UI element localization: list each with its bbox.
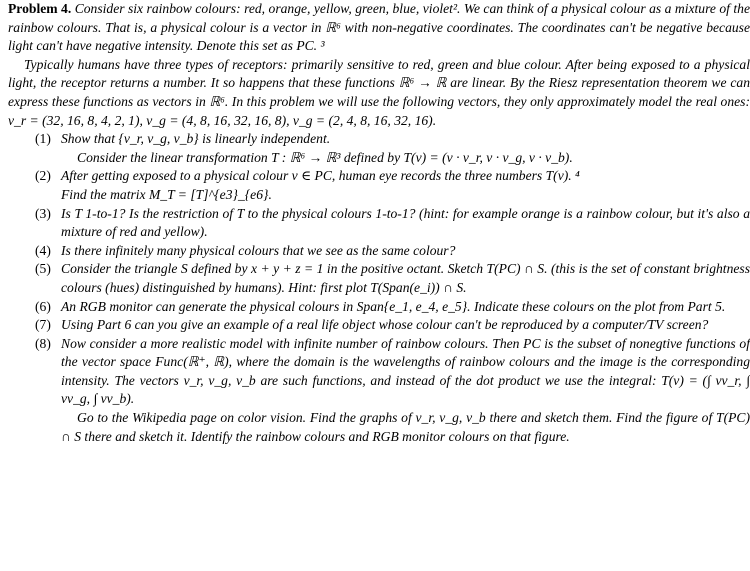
item-text: Show that {v_r, v_g, v_b} is linearly independent.: [61, 131, 331, 147]
item-subtext: Consider the linear transformation T : ℝ⁶ → ℝ³ defined by T(v) = (v · v_r, v · v_g, v · v_b).: [77, 149, 573, 165]
item-text: Is there infinitely many physical colours that we see as the same colour?: [61, 242, 456, 258]
question-item: [8, 260, 750, 297]
question-item: [8, 298, 750, 317]
problem-heading: Problem 4.: [8, 1, 72, 16]
question-item: [8, 167, 750, 186]
receptors-paragraph: Typically humans have three types of receptors: primarily sensitive to red, green and blue colour. After being exposed to a physical light, the receptor returns a number. It so happens that these functions ℝ⁶ → ℝ are linear. By the Riesz representation theorem we can express these functions as vectors in ℝ⁶. In this problem we will use the following vectors, they only approximately model the real ones: v_r = (32, 16, 8, 4, 2, 1), v_g = (4, 8, 16, 32, 16, 8), v_g = (2, 4, 8, 16, 32, 16).: [8, 56, 750, 128]
item-number: (8): [35, 335, 51, 351]
item-text: Is T 1-to-1? Is the restriction of T to the physical colours 1-to-1? (hint: for example orange is a rainbow colour, but it's also a mixture of red and yellow).: [61, 205, 750, 240]
item-text: Consider the triangle S defined by x + y + z = 1 in the positive octant. Sketch T(PC) ∩ S. (this is the set of constant brightness colours (hues) distinguished by humans). Hint: first plot T(Span(e_i)) ∩ S.: [61, 261, 750, 295]
intro-text: Consider six rainbow colours: red, orange, yellow, green, blue, violet². We can think of a physical colour as a mixture of the rainbow colours. That is, a physical colour is a vector in ℝ⁶ with non-negative coordinates. The coordinates can't be negative because light can't have negative intensity. Denote this set as PC. ³: [8, 1, 750, 54]
item-subtext: Go to the Wikipedia page on color vision. Find the graphs of v_r, v_g, v_b there and sketch them. Find the figure of T(PC) ∩ S there and sketch it. Identify the rainbow colours and RGB monitor colours on that figure.: [61, 410, 750, 444]
item-number: (7): [35, 317, 51, 333]
question-item: [8, 335, 750, 409]
question-item: [8, 205, 750, 242]
item-subtext: Find the matrix M_T = [T]^{e3}_{e6}.: [61, 186, 272, 202]
item-number: (4): [35, 242, 51, 258]
question-item: [8, 242, 750, 261]
question-item: [8, 130, 750, 149]
item-number: (1): [35, 131, 51, 147]
item-text: After getting exposed to a physical colour v ∈ PC, human eye records the three numbers T(v). ⁴: [61, 168, 580, 184]
item-text: Now consider a more realistic model with infinite number of rainbow colours. Then PC is the subset of nonegtive functions of the vector space Func(ℝ⁺, ℝ), where the domain is the wavelengths of rainbow colours and the image is the corresponding intensity. The vectors v_r, v_g, v_b are such functions, and instead of the dot product we use the integral: T(v) = (∫ vv_r, ∫ vv_g, ∫ vv_b).: [61, 335, 750, 407]
item-number: (6): [35, 298, 51, 314]
item-text: Using Part 6 can you give an example of a real life object whose colour can't be reproduced by a computer/TV screen?: [61, 317, 709, 333]
problem-intro: [8, 0, 750, 56]
question-list: [8, 130, 750, 446]
item-number: (5): [35, 261, 51, 277]
question-item: [8, 316, 750, 335]
item-number: (3): [35, 205, 51, 221]
item-number: (2): [35, 168, 51, 184]
item-text: An RGB monitor can generate the physical colours in Span{e_1, e_4, e_5}. Indicate these colours on the plot from Part 5.: [61, 298, 726, 314]
